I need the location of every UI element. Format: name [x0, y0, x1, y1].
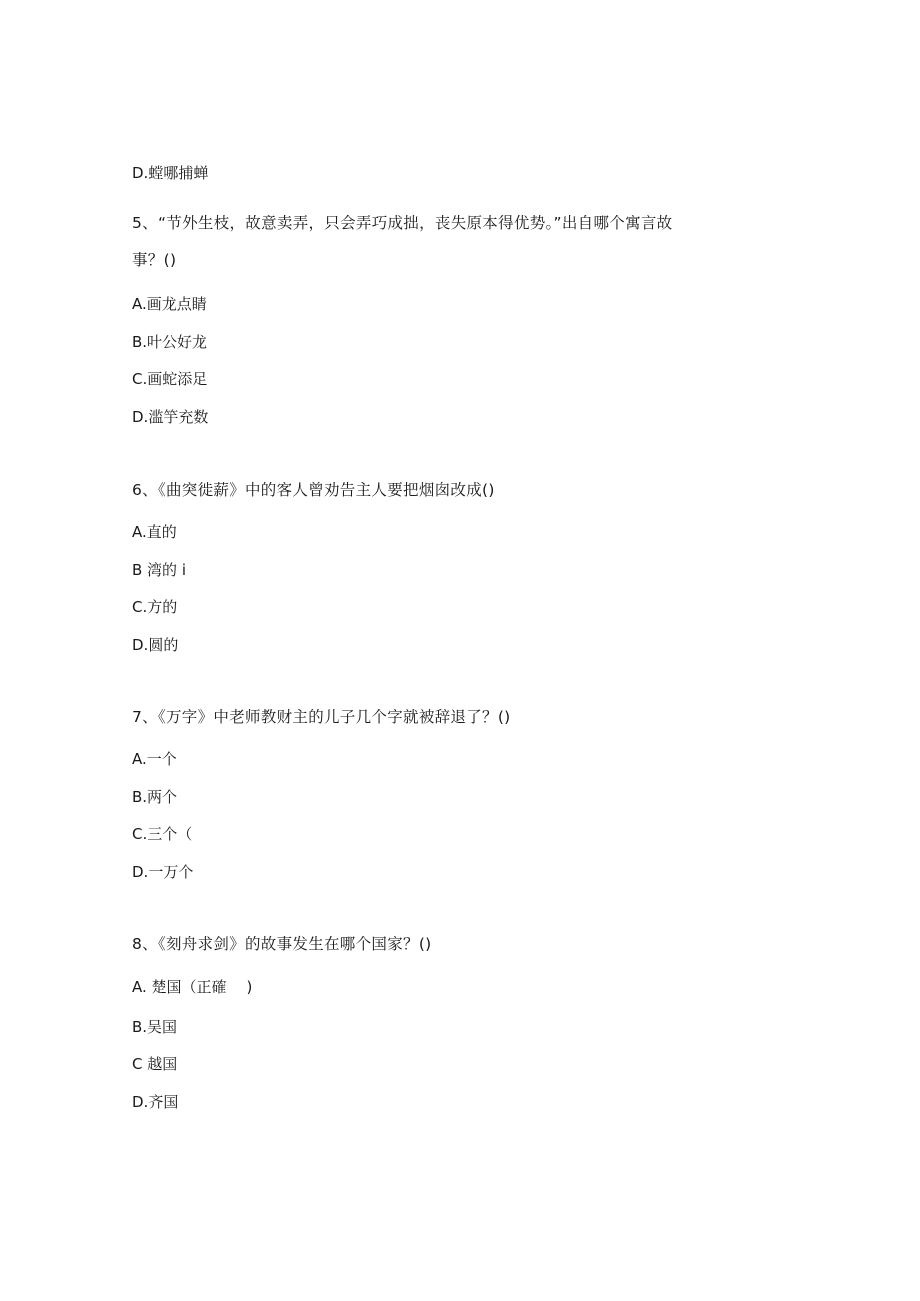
q7-option-d: D.一万个	[132, 863, 194, 881]
q7-option-a: A.一个	[132, 750, 177, 768]
q6-option-b: B 湾的 i	[132, 561, 186, 579]
q8-option-c: C 越国	[132, 1055, 178, 1073]
q6-option-a: A.直的	[132, 523, 177, 541]
q5-option-a: A.画龙点睛	[132, 295, 207, 313]
q6-option-d: D.圆的	[132, 636, 179, 654]
q5-option-c: C.画蛇添足	[132, 370, 208, 388]
q7-option-b: B.两个	[132, 788, 178, 806]
q6-stem: 6、《曲突徙薪》中的客人曾劝告主人要把烟囱改成()	[132, 481, 495, 499]
q8-stem: 8、《刻舟求剑》的故事发生在哪个国家？()	[132, 935, 432, 953]
q8-option-d: D.齐国	[132, 1093, 179, 1111]
q8-option-a: A. 楚国（正確 )	[132, 978, 253, 996]
q7-option-c: C.三个（	[132, 825, 193, 843]
q5-stem-line2: 事？()	[132, 251, 177, 269]
q5-option-d: D.滥竽充数	[132, 408, 209, 426]
q5-option-b: B.叶公好龙	[132, 333, 208, 351]
q6-option-c: C.方的	[132, 598, 178, 616]
q8-option-b: B.吴国	[132, 1018, 178, 1036]
q7-stem: 7、《万字》中老师教财主的儿子几个字就被辞退了？()	[132, 708, 511, 726]
q5-stem-line1: 5、“节外生枝，故意卖弄，只会弄巧成拙，丧失原本得优势。”出自哪个寓言故	[132, 214, 673, 232]
q4-option-d: D.螳哪捕蝉	[132, 164, 209, 182]
